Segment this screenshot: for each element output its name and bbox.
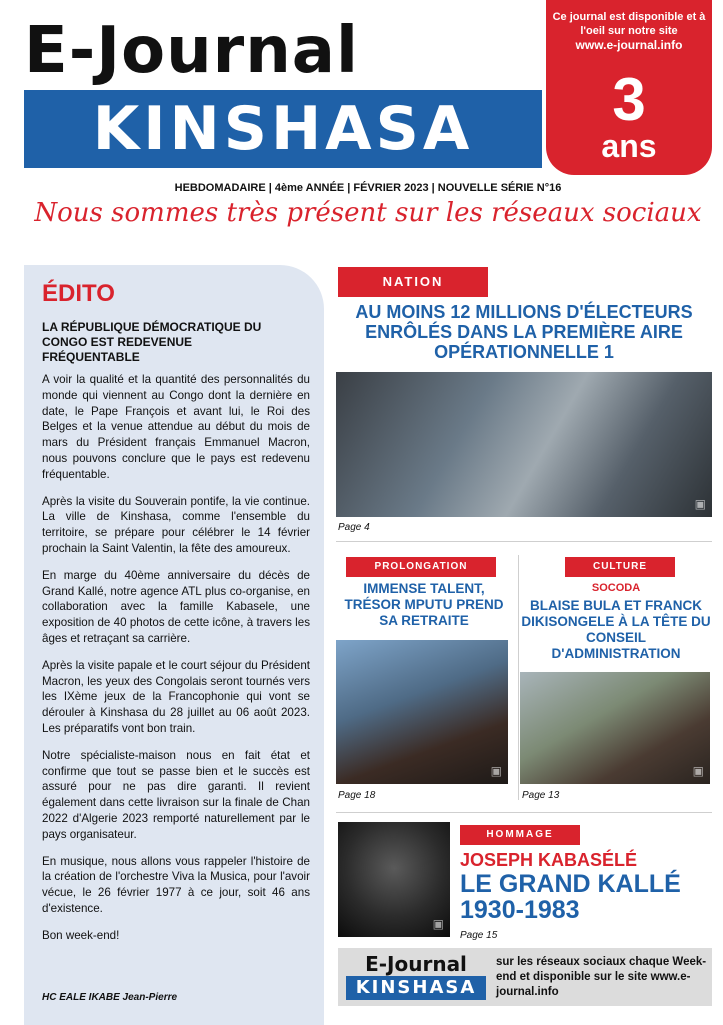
edito-paragraph: En marge du 40ème anniversaire du décès de Grand Kallé, notre agence ATL plus co-organise, en collaboration avec la famille Kabasele, une exposition de 40 photos de cette icône, à travers les âges et retraçant sa carrière. (42, 568, 310, 645)
photo-icon: ▣ (694, 497, 706, 511)
masthead-title-bottom: KINSHASA (92, 94, 474, 164)
slogan: Nous sommes très présent sur les réseaux sociaux (34, 198, 702, 228)
edito-paragraph: En musique, nous allons vous rappeler l'histoire de la création de l'orchestre Viva la Musica, pour l'avoir vécue, le 26 février 1977 à ce jour, soit 46 ans d'existence. (42, 854, 310, 915)
edito-paragraph: Bon week-end! (42, 928, 120, 942)
divider (518, 555, 519, 800)
page-ref-nation: Page 4 (338, 522, 370, 533)
culture-kicker: SOCODA (591, 582, 641, 594)
photo-icon: ▣ (692, 764, 704, 778)
edito-paragraph: Après la visite papale et le court séjour du Président Macron, les yeux des Congolais seront tournés vers les IXème jeux de la Francophonie qui vont se dérouler à Kinshasa du 28 juillet au 06 août 2023. Les préparatifs vont bon train. (42, 658, 310, 735)
edito-paragraph: Après la visite du Souverain pontife, la vie continue. La ville de Kinshasa, comme l'ensemble du territoire, se prépare pour célébrer le 14 février prochain la Saint Valentin, la fête des amoureux. (42, 494, 310, 555)
edito-title: ÉDITO (42, 280, 115, 307)
blaise-bula-photo (520, 672, 710, 784)
nation-headline[interactable]: AU MOINS 12 MILLIONS D'ÉLECTEURS ENRÔLÉS DANS LA PREMIÈRE AIRE OPÉRATIONNELLE 1 (355, 302, 693, 362)
culture-headline[interactable]: BLAISE BULA ET FRANCK DIKISONGELE À LA TÊTE DU CONSEIL D'ADMINISTRATION (521, 598, 711, 661)
edito-paragraph: Notre spécialiste-maison nous en fait état et confirme que tout se passe bien et le succès est assuré pour ne pas dire garanti. Il revient également dans cette livraison sur la finale de Chan 2022 d'Algerie 2023 remporté naturellement par le pays organisateur. (42, 748, 310, 841)
page-ref-prolongation: Page 18 (338, 790, 376, 801)
prolongation-headline[interactable]: IMMENSE TALENT, TRÉSOR MPUTU PREND SA RETRAITE (344, 581, 504, 628)
section-label-nation: NATION (338, 267, 488, 297)
hommage-title[interactable]: LE GRAND KALLÉ 1930-1983 (460, 870, 681, 924)
tresor-mputu-photo (336, 640, 508, 784)
availability-text: Ce journal est disponible et à l'oeil sur notre site (552, 11, 706, 37)
edito-body (42, 372, 310, 955)
anniversary-word: ans (601, 128, 657, 164)
promo-logo-bottom: KINSHASA (355, 977, 477, 998)
hommage-name: JOSEPH KABASÉLÉ (460, 850, 638, 870)
section-label-prolongation: PROLONGATION (346, 557, 496, 577)
grand-kalle-photo (338, 822, 450, 937)
page-ref-culture: Page 13 (522, 790, 560, 801)
photo-icon: ▣ (490, 764, 502, 778)
website-link[interactable]: www.e-journal.info (575, 38, 683, 52)
voters-photo (336, 372, 712, 517)
edito-headline: LA RÉPUBLIQUE DÉMOCRATIQUE DU CONGO EST REDEVENUE FRÉQUENTABLE (42, 320, 262, 364)
promo-logo-top: E-Journal (365, 952, 467, 976)
edito-paragraph: A voir la qualité et la quantité des personnalités du monde qui viennent au Congo dont la dernière en date, le Pape François et avant lui, le Roi des Belges et la venue attendue au début du mois de mars du Président français Emmanuel Macron, nous pouvons conclure que le pays est redevenu fréquentable. (42, 373, 310, 481)
page-ref-hommage: Page 15 (460, 930, 498, 941)
issue-line: HEBDOMADAIRE | 4ème ANNÉE | FÉVRIER 2023 | NOUVELLE SÉRIE N°16 (174, 182, 562, 194)
divider (336, 541, 712, 542)
masthead-title-top: E-Journal (24, 14, 359, 88)
photo-icon: ▣ (432, 917, 444, 931)
edito-signature: HC EALE IKABE Jean-Pierre (42, 992, 178, 1003)
divider (336, 812, 712, 813)
section-label-culture: CULTURE (565, 557, 675, 577)
promo-text: sur les réseaux sociaux chaque Week-end et disponible sur le site www.e-journal.info (496, 956, 707, 998)
section-label-hommage: HOMMAGE (460, 825, 580, 845)
anniversary-number: 3 (612, 66, 646, 133)
